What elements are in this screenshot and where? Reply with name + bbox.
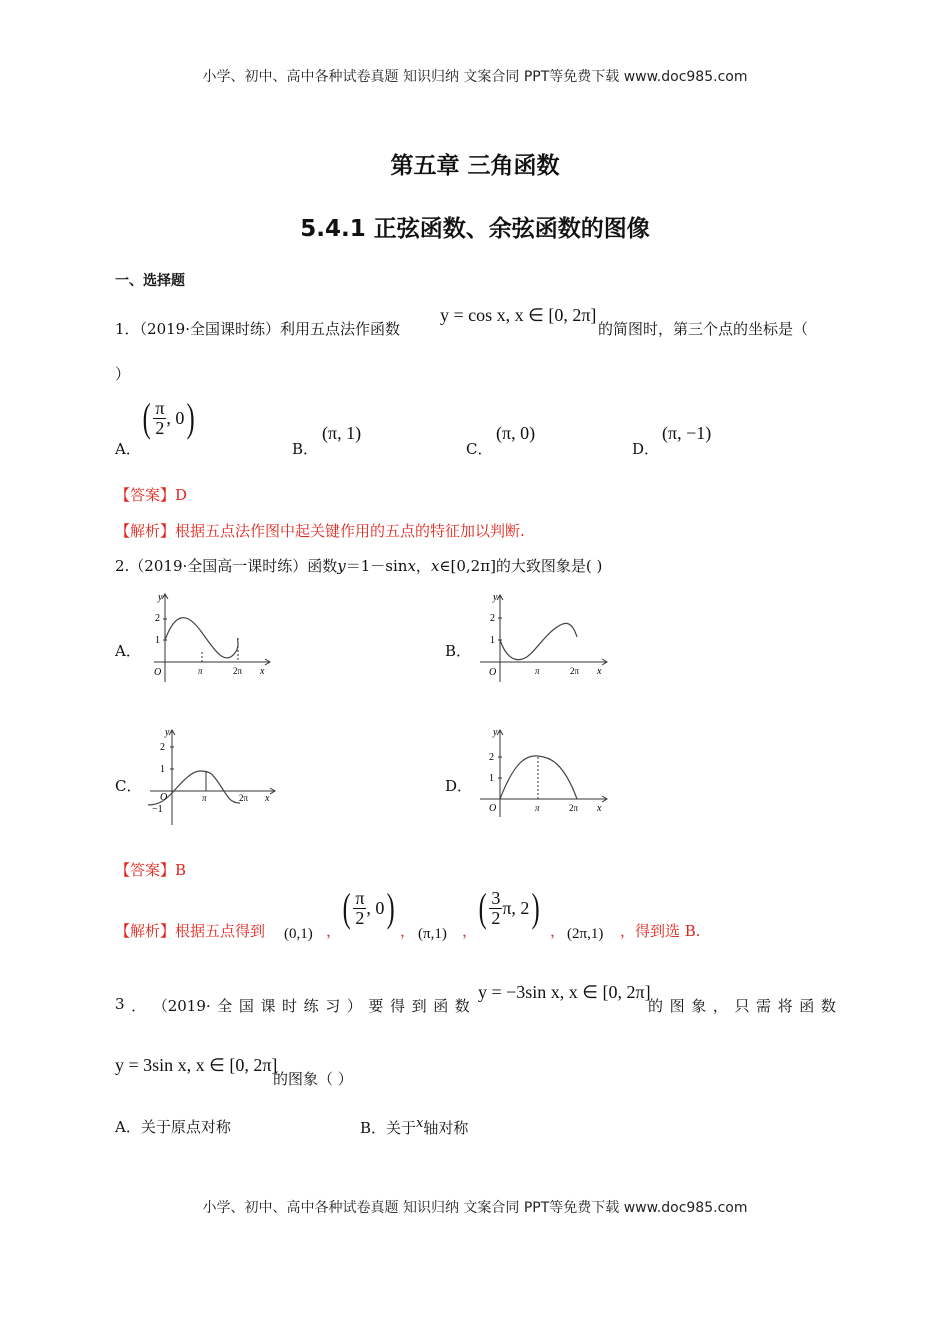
q1-option-d-math: (π, −1) bbox=[662, 423, 712, 443]
graph-b-2pi: 2π bbox=[570, 666, 580, 676]
q1-analysis: 【解析】根据五点法作图中起关键作用的五点的特征加以判断. bbox=[115, 522, 525, 540]
q3-char: 象 bbox=[691, 997, 707, 1015]
q1-option-b-label: B． bbox=[292, 440, 319, 458]
q3-option-a: A．关于原点对称 bbox=[115, 1118, 231, 1136]
graph-a-origin: O bbox=[154, 667, 162, 678]
q2-prefix: 2.（2019·全国高一课时练）函数 bbox=[115, 557, 338, 575]
q1-suffix-close: ） bbox=[115, 365, 131, 383]
q3-char: （2019· bbox=[152, 997, 211, 1015]
q3-char: 将 bbox=[777, 997, 793, 1015]
graph-b-x: x bbox=[597, 666, 602, 677]
header-banner: 小学、初中、高中各种试卷真题 知识归纳 文案合同 PPT等免费下载 www.doc985.com bbox=[202, 69, 748, 85]
q2-graph-b bbox=[475, 590, 615, 685]
q2-comma-1: ， bbox=[326, 922, 342, 940]
q3-math-target: y = −3sin x, x ∈ [0, 2π] bbox=[478, 982, 651, 1002]
q2-y: y bbox=[337, 557, 346, 575]
section-title: 5.4.1 正弦函数、余弦函数的图像 bbox=[300, 216, 650, 242]
q3-char: 3 bbox=[115, 995, 125, 1013]
q3-char: 的 bbox=[648, 997, 664, 1015]
q2-option-d-label: D． bbox=[445, 777, 473, 795]
graph-a-label-1: 1 bbox=[155, 635, 160, 646]
q3-line2-suffix: 的图象（ ） bbox=[273, 1070, 353, 1088]
q3-option-b bbox=[360, 1116, 468, 1138]
graph-c-pi: π bbox=[202, 793, 207, 803]
q3-char: 到 bbox=[411, 997, 427, 1015]
graph-d-label-2: 2 bbox=[489, 752, 494, 763]
q2-comma-3: ， bbox=[462, 922, 478, 940]
graph-c-label-2: 2 bbox=[160, 742, 165, 753]
q2-option-b-label: B． bbox=[445, 642, 472, 660]
q3-char: ， bbox=[712, 997, 728, 1015]
q1-math: y = cos x, x ∈ [0, 2π] bbox=[440, 305, 597, 325]
q2-option-c-label: C． bbox=[115, 777, 142, 795]
q3-char: 课 bbox=[260, 997, 276, 1015]
q3-math-source: y = 3sin x, x ∈ [0, 2π] bbox=[115, 1055, 278, 1075]
q2-option-a-label: A． bbox=[115, 642, 141, 660]
q1-option-d-label: D． bbox=[632, 440, 660, 458]
graph-a-y: y bbox=[158, 592, 163, 603]
graph-d-label-1: 1 bbox=[489, 773, 494, 784]
q2-analysis-suffix: ，得到选 B. bbox=[620, 922, 701, 940]
q2-domain: ∈[0,2π]的大致图象是( ) bbox=[439, 557, 603, 575]
q3-char: ． bbox=[131, 997, 147, 1015]
graph-d-2pi: 2π bbox=[569, 803, 579, 813]
q2-point-4: ( $\frac{3}{2}$ π, 2 ) bbox=[478, 885, 541, 930]
graph-c-origin: O bbox=[160, 792, 168, 803]
graph-c-label-neg1: −1 bbox=[152, 804, 163, 815]
graph-b-label-1: 1 bbox=[490, 635, 495, 646]
graph-c-2pi: 2π bbox=[239, 793, 249, 803]
q2-p2-rest: , 0 bbox=[366, 897, 385, 918]
q3-char: 图 bbox=[669, 997, 685, 1015]
graph-d-origin: O bbox=[489, 803, 497, 814]
q3-char: 练 bbox=[303, 997, 319, 1015]
graph-c-y: y bbox=[165, 727, 170, 738]
graph-a-x: x bbox=[260, 666, 265, 677]
q2-point-5: (2π,1) bbox=[567, 926, 604, 942]
graph-d-pi: π bbox=[535, 803, 540, 813]
q2-sep: ， bbox=[415, 557, 431, 575]
graph-a-label-2: 2 bbox=[155, 613, 160, 624]
q3-line1 bbox=[115, 995, 470, 1016]
graph-a-2pi: 2π bbox=[233, 666, 243, 676]
q2-x2: x bbox=[430, 557, 440, 575]
q1-option-a-label: A． bbox=[115, 440, 141, 458]
q2-eq: ＝1－sin bbox=[345, 557, 408, 575]
q2-graph-d bbox=[475, 725, 615, 820]
q3-char: 习 bbox=[325, 997, 341, 1015]
q2-stem bbox=[115, 555, 602, 576]
q3-char: ） bbox=[346, 997, 362, 1015]
q3-char: 数 bbox=[454, 997, 470, 1015]
q2-point-3: (π,1) bbox=[418, 926, 447, 942]
graph-b-y: y bbox=[493, 592, 498, 603]
graph-b-origin: O bbox=[489, 667, 497, 678]
q3-char: 时 bbox=[282, 997, 298, 1015]
q2-point-2: ( $\frac{\pi}{2}$ , 0 ) bbox=[342, 885, 396, 930]
graph-d-x: x bbox=[597, 803, 602, 814]
q3-option-b-prefix: B．关于 bbox=[360, 1119, 417, 1137]
chapter-title: 第五章 三角函数 bbox=[390, 153, 560, 179]
q3-char: 得 bbox=[390, 997, 406, 1015]
q3-option-b-var: x bbox=[416, 1116, 424, 1131]
graph-a-pi: π bbox=[198, 666, 203, 676]
q2-comma-4: ， bbox=[550, 922, 566, 940]
q2-analysis-prefix: 【解析】根据五点得到 bbox=[115, 922, 266, 940]
q2-p4-num: 3 bbox=[491, 887, 501, 908]
footer-banner: 小学、初中、高中各种试卷真题 知识归纳 文案合同 PPT等免费下载 www.doc985.com bbox=[202, 1200, 748, 1216]
q1-option-c-label: C． bbox=[466, 440, 493, 458]
q2-p2-den: 2 bbox=[355, 907, 365, 928]
q1-option-a-math: ( $\frac{\pi}{2}$ , 0 ) bbox=[142, 395, 196, 440]
q1-a-num: π bbox=[155, 397, 165, 418]
q3-char: 要 bbox=[368, 997, 384, 1015]
graph-c-x: x bbox=[265, 793, 270, 804]
q3-char: 只 bbox=[734, 997, 750, 1015]
q2-graph-a bbox=[140, 590, 280, 685]
q1-suffix: 的简图时，第三个点的坐标是（ bbox=[598, 320, 809, 338]
q3-char: 需 bbox=[756, 997, 772, 1015]
graph-b-pi: π bbox=[535, 666, 540, 676]
graph-c-label-1: 1 bbox=[160, 764, 165, 775]
q1-option-b-math: (π, 1) bbox=[322, 423, 362, 443]
q1-prefix: 1．（2019·全国课时练）利用五点法作函数 bbox=[115, 320, 400, 338]
q3-char: 函 bbox=[433, 997, 449, 1015]
graph-d-y: y bbox=[493, 727, 498, 738]
q1-a-rest: , 0 bbox=[166, 407, 185, 428]
q1-answer: 【答案】D bbox=[115, 486, 188, 504]
q3-char: 函 bbox=[799, 997, 815, 1015]
q2-graph-c bbox=[140, 725, 280, 830]
q2-comma-2: ， bbox=[400, 922, 416, 940]
q3-line1-tail bbox=[648, 995, 836, 1016]
q2-p4-den: 2 bbox=[491, 907, 501, 928]
q3-char: 数 bbox=[820, 997, 836, 1015]
q2-x: x bbox=[407, 557, 416, 575]
q2-p2-num: π bbox=[355, 887, 365, 908]
q3-char: 全 bbox=[217, 997, 233, 1015]
graph-b-label-2: 2 bbox=[490, 613, 495, 624]
q1-a-den: 2 bbox=[155, 417, 165, 438]
q3-char: 国 bbox=[238, 997, 254, 1015]
q3-option-b-suffix: 轴对称 bbox=[423, 1119, 469, 1137]
q1-option-c-math: (π, 0) bbox=[496, 423, 536, 443]
q2-answer: 【答案】B bbox=[115, 861, 187, 879]
q2-p4-rest: π, 2 bbox=[502, 897, 530, 918]
q2-point-1: (0,1) bbox=[284, 926, 313, 942]
part-heading: 一、选择题 bbox=[115, 273, 185, 289]
